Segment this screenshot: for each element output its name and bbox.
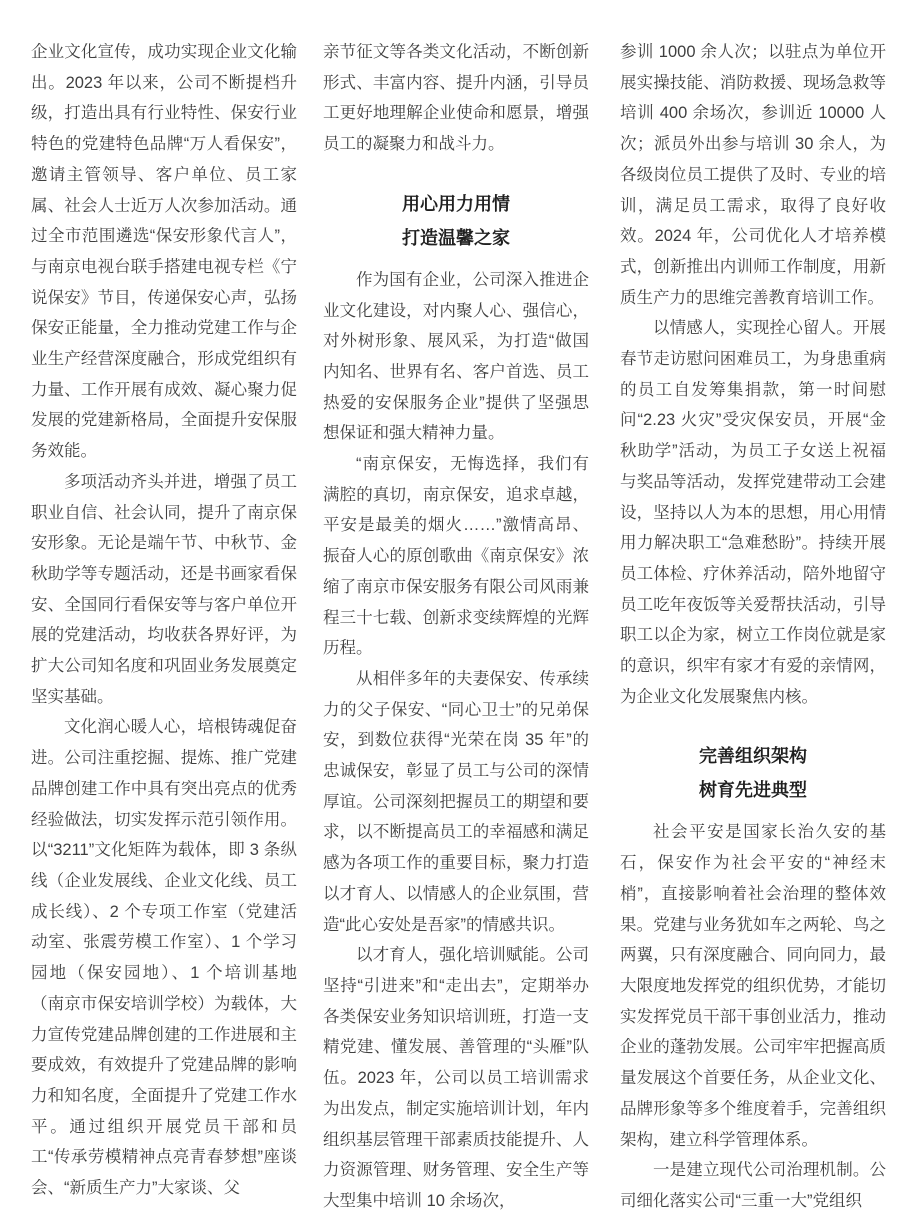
section-heading-line: 打造温馨之家 (402, 227, 510, 248)
text-column-2 (323, 37, 589, 1210)
body-paragraph: 作为国有企业，公司深入推进企业文化建设，对内聚人心、强信心，对外树形象、展风采，为打造“做国内知名、世界有名、客户首选、员工热爱的安保服务企业”提供了坚强思想保证和强大精神力量。 (323, 270, 589, 443)
body-paragraph: 以情感人，实现拴心留人。开展春节走访慰问困难员工，为身患重病的员工自发筹集捐款，第一时间慰问“2.23 火灾”受灾保安员，开展“金秋助学”活动，为员工子女送上祝福与奖品等活动，发挥党建带动工会建设，坚持以人为本的思想，用心用情用力解决职工“急难愁盼”。持续开展员工体检、疗休养活动，陪外地留守员工吃年夜饭等关爱帮扶活动，引导职工以企为家，树立工作岗位就是家的意识，织牢有家才有爱的亲情网，为企业文化发展聚焦内核。 (620, 319, 886, 706)
text-column-3 (620, 37, 886, 1210)
section-heading (620, 739, 886, 807)
body-paragraph: “南京保安，无悔选择，我们有满腔的真切，南京保安，追求卓越，平安是最美的烟火……”激情高昂、振奋人心的原创歌曲《南京保安》浓缩了南京市保安服务有限公司风雨兼程三十七载、创新求变续辉煌的光辉历程。 (323, 455, 589, 658)
body-paragraph: 亲节征文等各类文化活动，不断创新形式、丰富内容、提升内涵，引导员工更好地理解企业使命和愿景，增强员工的凝聚力和战斗力。 (323, 43, 589, 154)
section-heading-line: 用心用力用情 (402, 193, 510, 214)
section-heading-line: 树育先进典型 (699, 780, 807, 801)
section-heading-line: 完善组织架构 (699, 746, 807, 767)
body-paragraph: 文化润心暖人心，培根铸魂促奋进。公司注重挖掘、提炼、推广党建品牌创建工作中具有突出亮点的优秀经验做法，切实发挥示范引领作用。以“3211”文化矩阵为载体，即 3 条纵线（企业发展线、企业文化线、员工成长线）、2 个专项工作室（党建活动室、张震劳模工作室）、1 个学习园地（保安园地）、1 个培训基地（南京市保安培训学校）为载体，大力宣传党建品牌创建的工作进展和主要成效，有效提升了党建品牌的影响力和知名度，全面提升了党建工作水平。通过组织开展党员干部和员工“传承劳模精神点亮青春梦想”座谈会、“新质生产力”大家谈、父 (31, 718, 297, 1198)
section-heading (323, 187, 589, 255)
body-paragraph: 多项活动齐头并进，增强了员工职业自信、社会认同，提升了南京保安形象。无论是端午节、中秋节、金秋助学等专题活动，还是书画家看保安、全国同行看保安等与客户单位开展的党建活动，均收获各界好评，为扩大公司知名度和巩固业务发展奠定坚实基础。 (31, 472, 297, 706)
body-paragraph: 一是建立现代公司治理机制。公司细化落实公司“三重一大”党组织 (620, 1161, 886, 1210)
body-paragraph: 从相伴多年的夫妻保安、传承续力的父子保安、“同心卫士”的兄弟保安，到数位获得“光荣在岗 35 年”的忠诚保安，彰显了员工与公司的深情厚谊。公司深刻把握员工的期望和要求，以不断提高员工的幸福感和满足感为各项工作的重要目标，聚力打造以才育人、以情感人的企业氛围，营造“此心安处是吾家”的情感共识。 (323, 669, 589, 934)
body-paragraph: 参训 1000 余人次；以驻点为单位开展实操技能、消防救援、现场急救等培训 400 余场次，参训近 10000 人次；派员外出参与培训 30 余人，为各级岗位员工提供了及时、专业的培训，满足员工需求，取得了良好收效。2024 年，公司优化人才培养模式，创新推出内训师工作制度，用新质生产力的思维完善教育培训工作。 (620, 43, 886, 307)
body-paragraph: 企业文化宣传，成功实现企业文化输出。2023 年以来，公司不断提档升级，打造出具有行业特性、保安行业特色的党建特色品牌“万人看保安”，邀请主管领导、客户单位、员工家属、社会人士近万人次参加活动。通过全市范围遴选“保安形象代言人”，与南京电视台联手搭建电视专栏《宁说保安》节目，传递保安心声，弘扬保安正能量，全力推动党建工作与企业生产经营深度融合，形成党组织有力量、工作开展有成效、凝心聚力促发展的党建新格局，全面提升安保服务效能。 (31, 43, 297, 461)
text-column-1 (31, 37, 297, 1204)
body-paragraph: 社会平安是国家长治久安的基石，保安作为社会平安的“神经末梢”，直接影响着社会治理的整体效果。党建与业务犹如车之两轮、鸟之两翼，只有深度融合、同向同力，最大限度地发挥党的组织优势，才能切实发挥党员干部干事创业活力，推动企业的蓬勃发展。公司牢牢把握高质量发展这个首要任务，从企业文化、品牌形象等多个维度着手，完善组织架构，建立科学管理体系。 (620, 823, 886, 1149)
body-paragraph: 以才育人，强化培训赋能。公司坚持“引进来”和“走出去”，定期举办各类保安业务知识培训班，打造一支精党建、懂发展、善管理的“头雁”队伍。2023 年，公司以员工培训需求为出发点，制定实施培训计划，年内组织基层管理干部素质技能提升、人力资源管理、财务管理、安全生产等大型集中培训 10 余场次， (323, 946, 589, 1210)
